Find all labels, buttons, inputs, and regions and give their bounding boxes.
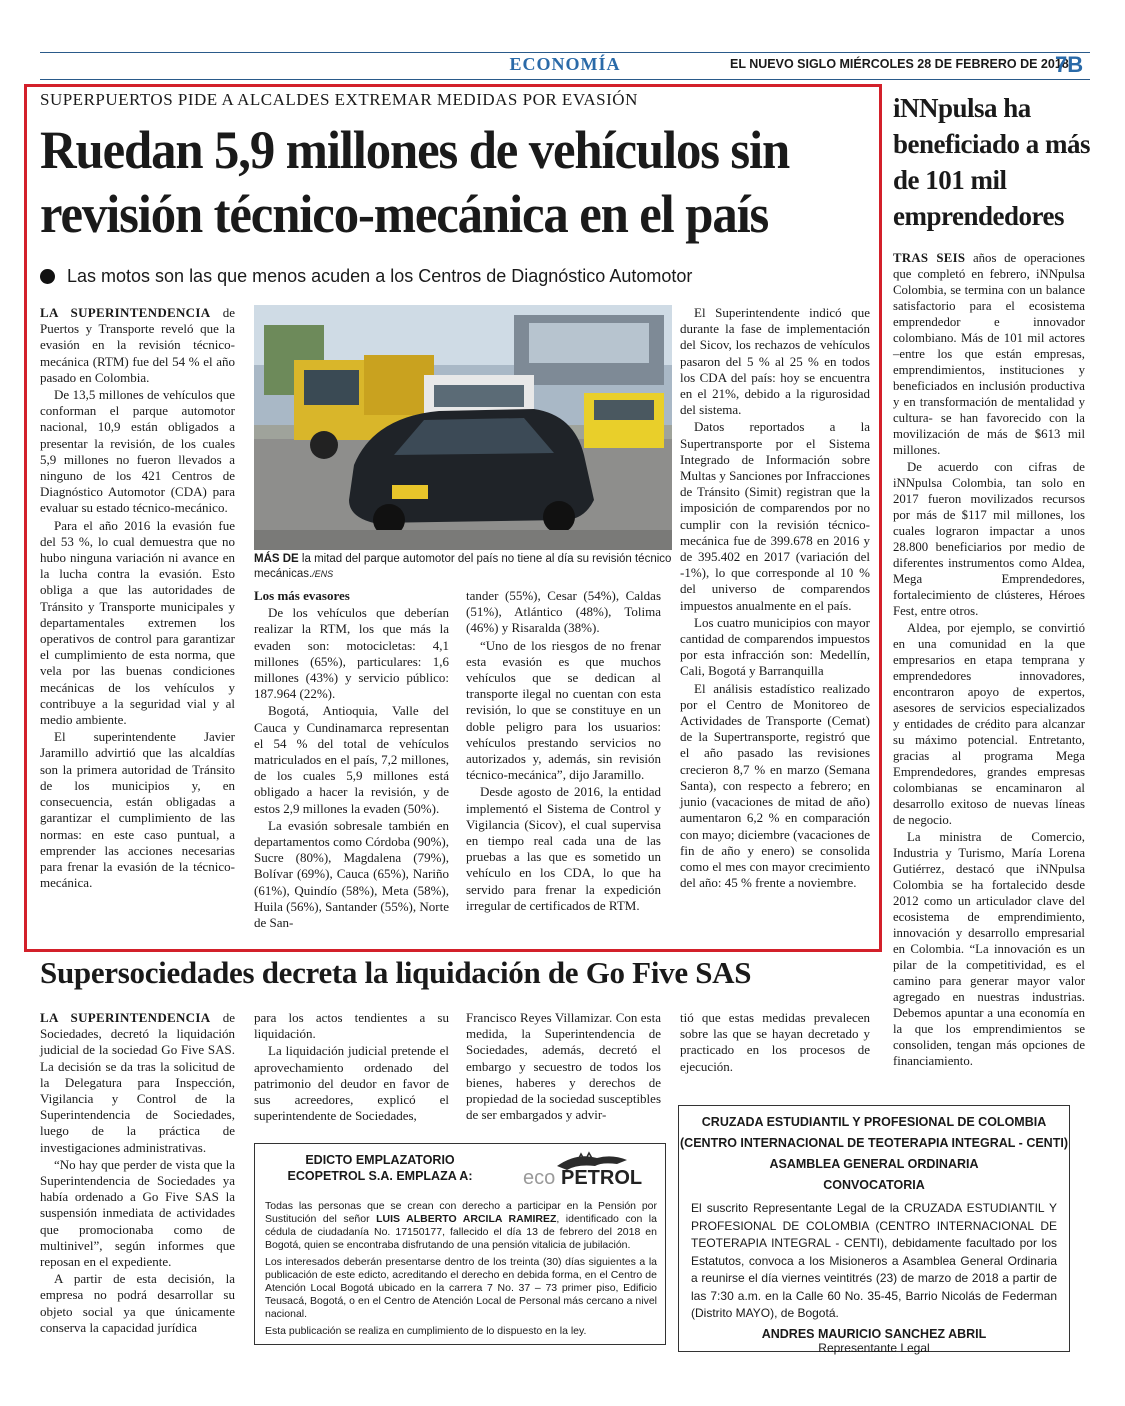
side-article-body xyxy=(893,250,1085,1070)
edicto-body xyxy=(265,1200,657,1342)
bullet-icon xyxy=(40,269,55,284)
main-column-3 xyxy=(466,588,661,915)
paragraph: El análisis estadístico realizado por el Centro de Monitoreo de Actividades de Transporte (Cemat) de la Supertransporte, registró que el año pasado las revisiones crecieron 8,7 % en marzo (Semana Santa), con respecto a febrero; en junio (vacaciones de mitad de año) aumentaron 6,2 % en comparación con mayo; diciembre (vacaciones de fin de año y enero) se consolida como el mes con mayor crecimiento del año: 45 % frente a noviembre. xyxy=(680,680,870,891)
main-column-4 xyxy=(680,305,870,892)
main-column-1 xyxy=(40,305,235,892)
paragraph: tió que estas medidas prevalecen sobre las que se hayan decretado y practicado en los procesos de ejecución. xyxy=(680,1010,870,1074)
paragraph xyxy=(893,250,1085,458)
paragraph: El superintendente Javier Jaramillo advirtió que las alcaldías son la primera autoridad de Tránsito de los municipios y, en consecuencia, están obligadas a garantizar el cumplimiento de las normas: en este caso puntual, a emprender las acciones necesarias para frenar la evasión de la técnico-mecánica. xyxy=(40,729,235,891)
paragraph: El Superintendente indicó que durante la fase de implementación del Sicov, los rechazos de vehículos pasaron del 5 % al 25 % en todos los CDA del país: hoy se encuentra en el 21%, debido a la rigurosidad del sistema. xyxy=(680,305,870,418)
cruzada-notice xyxy=(678,1105,1070,1355)
caption-lead: MÁS DE xyxy=(254,553,299,565)
publication-date: EL NUEVO SIGLO MIÉRCOLES 28 DE FEBRERO DE 2018 xyxy=(730,57,1069,71)
cruzada-body: El suscrito Representante Legal de la CRUZADA ESTUDIANTIL Y PROFESIONAL DE COLOMBIA (CENTRO INTERNACIONAL DE TEOTERAPIA INTEGRAL - CENTI), debidamente facultado por los Estatutos, convoca a los Misioneros a Asamblea General Ordinaria a reunirse el día viernes veintitrés (23) de marzo de 2018 a partir de las 7:30 a.m. en la Calle 60 No. 35-45, Barrio Nicolás de Federman (Distrito MAYO), de Bogotá. xyxy=(691,1201,1057,1320)
paragraph: De 13,5 millones de vehículos que conforman el parque automotor nacional, 10,9 están obligados a presentar la revisión, de los cuales 5,9 millones no fueron llevados a ninguno de los 421 Centros de Diagnóstico Automotor (CDA) para evaluar su estado técnico-mecánico. xyxy=(40,387,235,516)
paragraph: para los actos tendientes a su liquidación. xyxy=(254,1010,449,1042)
page-number: 7B xyxy=(1055,52,1084,77)
runin-text: LA SUPERINTENDENCIA xyxy=(40,305,211,320)
traffic-photo-illustration xyxy=(254,305,672,550)
article-headline xyxy=(40,118,820,246)
logo-text-eco: eco xyxy=(523,1167,556,1188)
person-name: LUIS ALBERTO ARCILA RAMIREZ xyxy=(376,1213,557,1225)
edicto-notice xyxy=(254,1143,666,1345)
section-label: ECONOMÍA xyxy=(509,54,621,74)
section-subtitle: Los más evasores xyxy=(254,588,350,603)
paragraph xyxy=(40,305,235,386)
paragraph: “Uno de los riesgos de no frenar esta evasión es que muchos vehículos que se dedican al transporte ilegal no cuentan con esta revisión, lo que se constituye en un doble peligro para los usuarios: vehículos prestando servicios no autorizados y, además, sin revisión técnico-mecánica”, dijo Jaramillo. xyxy=(466,637,661,783)
main-column-2 xyxy=(254,588,449,932)
caption-text: la mitad del parque automotor del país no tiene al día su revisión técnico mecánicas. xyxy=(254,553,672,580)
paragraph-text: , identificado con la cédula de ciudadanía No. 17150177, fallecido el día 13 de febrero del 2018 en Bogotá, quien se encontraba disfrutando de una pensión vitalicia de jubilación. xyxy=(265,1213,657,1251)
paragraph: Esta publicación se realiza en cumplimiento de lo dispuesto en la ley. xyxy=(265,1325,587,1337)
paragraph-text: años de operaciones que completó en febrero, iNNpulsa Colombia, se termina con un balance satisfactorio para el ecosistema emprendedor e innovador colombiano. Más de 101 mil actores –entre los que están empresas, emprendimientos, instituciones y beneficiados en inclusión productiva y en transformación de mentalidad y cultura- se han favorecido con la movilización de más de $613 mil millones. xyxy=(893,251,1085,457)
paragraph: La evasión sobresale también en departamentos como Córdoba (90%), Sucre (80%), Magdalena (79%), Bolívar (69%), Cauca (65%), Nariño (61%), Quindío (58%), Meta (58%), Huila (56%), Santander (55%), Norte de San- xyxy=(254,817,449,931)
cruzada-title-3: ASAMBLEA GENERAL ORDINARIA xyxy=(769,1157,979,1171)
edicto-title-line-1: EDICTO EMPLAZATORIO xyxy=(305,1153,455,1167)
iguana-icon xyxy=(517,1148,657,1188)
paragraph: La ministra de Comercio, Industria y Turismo, María Lorena Gutiérrez, destacó que iNNpulsa Colombia se ha fortalecido desde 2012 como un articulador clave del ecosistema de emprendimiento, innovación y desarrollo empresarial en Colombia. “La innovación es un pilar de la competitividad, es el camino para generar mayor valor agregado en nuestras industrias. Debemos apuntar a una economía en la que los emprendimientos se consoliden, tengan más opciones de financiamiento. xyxy=(893,830,1085,1068)
gofive-headline: Supersociedades decreta la liquidación de Go Five SAS xyxy=(40,955,752,990)
photo-credit: /ENS xyxy=(312,569,334,579)
paragraph xyxy=(265,1200,657,1252)
paragraph: Los interesados deberán presentarse dentro de los treinta (30) días siguientes a la publicación de este edicto, acreditando el derecho en debida forma, en el Centro de Atención Local Bogotá ubicado en la carrera 7 No. 37 – 73 primer piso, Edificio Teusacá, Bogotá, o en el Centro de Atención Local de Personal más cercano a nivel nacional. xyxy=(265,1256,657,1320)
paragraph: Francisco Reyes Villamizar. Con esta medida, la Superintendencia de Sociedades, además, decretó el embargo y secuestro de todos los bienes, haberes y derechos de propiedad de la sociedad susceptibles de ser embargados y advir- xyxy=(466,1010,661,1123)
paragraph: Datos reportados a la Supertransporte por el Sistema Integrado de Información sobre Multas y Sanciones por Infracciones de Tránsito (Simit) registran que la imposición de comparendos por no cumplir con la revisión técnico-mecánica fue de 399.678 en 2016 y de 395.402 en 2017 (variación del -1%), lo que corresponde al 10 % del universo de comparendos impuestos anualmente en el país. xyxy=(680,419,870,613)
edicto-title xyxy=(255,1152,505,1184)
cruzada-role: Representante Legal xyxy=(818,1340,930,1355)
logo-text-petrol: PETROL xyxy=(561,1167,643,1188)
paragraph: De los vehículos que deberían realizar la RTM, los que más la evaden son: motocicletas: 4,1 millones (65%), particulares: 1,6 millones (43%) y servicio público: 187.964 (22%). xyxy=(254,605,449,702)
headline-line-2: revisión técnico-mecánica en el país xyxy=(40,184,769,244)
paragraph: “No hay que perder de vista que la Superintendencia de Sociedades ya había ordenado a Go Five SAS la suspensión inmediata de actividades que promocionaba como de multinivel”, según informes que reposan en el expediente. xyxy=(40,1156,235,1270)
gofive-column-1 xyxy=(40,1010,235,1337)
cruzada-signer: ANDRES MAURICIO SANCHEZ ABRIL xyxy=(761,1326,987,1341)
article-photo xyxy=(254,305,672,550)
subhead-text: Las motos son las que menos acuden a los Centros de Diagnóstico Automotor xyxy=(67,266,693,286)
gofive-column-3 xyxy=(466,1010,661,1124)
paragraph: Aldea, por ejemplo, se convirtió en una comunidad en la que empresarios en etapa temprana y emprendedores innovadores, encontraron apoyo de expertos, asesores de servicios especializados y entidades de crédito para alcanzar su máximo potencial. Entretanto, gracias al programa Mega Emprendedores, grandes empresas colombianas se encaminaron al desarrollo exitoso de nuevas líneas de negocio. xyxy=(893,621,1085,827)
paragraph-text: Todas las personas que se crean con derecho a participar en la Pensión por Sustitución del señor xyxy=(265,1200,657,1225)
paragraph-text: de Sociedades, decretó la liquidación judicial de la sociedad Go Five SAS. La decisión se da tras la solicitud de la Delegatura para Inspección, Vigilancia y Control de la Superintendencia de Sociedades, luego de la práctica de investigaciones administrativas. xyxy=(40,1010,235,1155)
runin-text: TRAS SEIS xyxy=(893,251,966,265)
paragraph: Para el año 2016 la evasión fue del 53 %, lo cual demuestra que no hubo ninguna variación ni avance en la lucha contra la evasión. Esto obliga a que las autoridades de Tránsito y Transporte municipales y departamentales extremen los operativos de control para garantizar el cumplimiento de esta norma, que vela por las buenas condiciones mecánicas de los vehículos y contribuye a la seguridad vial y al medio ambiente. xyxy=(40,517,235,728)
cruzada-title-4: CONVOCATORIA xyxy=(823,1178,925,1192)
article-subhead xyxy=(40,266,692,287)
photo-caption xyxy=(254,552,672,582)
cruzada-title-1: CRUZADA ESTUDIANTIL Y PROFESIONAL DE COLOMBIA xyxy=(701,1115,1047,1129)
paragraph: Los cuatro municipios con mayor cantidad de comparendos impuestos por esta infracción son: Medellín, Cali, Bogotá y Barranquilla xyxy=(680,614,870,679)
runin-text: LA SUPERINTENDENCIA xyxy=(40,1010,211,1025)
ecopetrol-logo xyxy=(517,1148,657,1188)
edicto-title-line-2: ECOPETROL S.A. EMPLAZA A: xyxy=(287,1169,473,1183)
gofive-column-2 xyxy=(254,1010,449,1125)
side-article-headline: iNNpulsa ha beneficiado a más de 101 mil emprendedores xyxy=(893,93,1090,231)
cruzada-title-2: (CENTRO INTERNACIONAL DE TEOTERAPIA INTEGRAL - CENTI) xyxy=(680,1136,1068,1150)
paragraph: De acuerdo con cifras de iNNpulsa Colombia, tan solo en 2017 fueron movilizados recursos por más de $117 mil millones, los cuales lograron impactar a unos 28.800 beneficiarios por medio de diferentes instrumentos como Aldea, Mega Emprendedores, fortalecimiento de clústeres, Héroes Fest, entre otros. xyxy=(893,460,1085,618)
headline-line-1: Ruedan 5,9 millones de vehículos sin xyxy=(40,120,790,180)
paragraph xyxy=(40,1010,235,1156)
paragraph: Bogotá, Antioquia, Valle del Cauca y Cundinamarca representan el 54 % del total de vehículos matriculados en el país, 7,2 millones, de los cuales 5,9 millones está obligado a hacer la revisión, y de estos 2,9 millones la evaden (50%). xyxy=(254,703,449,816)
paragraph-text: de Puertos y Transporte reveló que la evasión en la revisión técnico-mecánica (RTM) fue del 54 % el año pasado en Colombia. xyxy=(40,305,235,385)
article-kicker: SUPERPUERTOS PIDE A ALCALDES EXTREMAR MEDIDAS POR EVASIÓN xyxy=(40,90,638,109)
paragraph: tander (55%), Cesar (54%), Caldas (51%), Atlántico (48%), Tolima (46%) y Risaralda (38%). xyxy=(466,588,661,636)
gofive-column-4 xyxy=(680,1010,870,1076)
paragraph: Desde agosto de 2016, la entidad implementó el Sistema de Control y Vigilancia (Sicov), el cual supervisa en tiempo real cada una de las pruebas a las que es sometido un vehículo en los CDA, lo que ha servido para frenar la expedición irregular de certificados de RTM. xyxy=(466,784,661,913)
paragraph: A partir de esta decisión, la empresa no podrá desarrollar su objeto social ya que únicamente conserva la capacidad jurídica xyxy=(40,1271,235,1335)
paragraph: La liquidación judicial pretende el aprovechamiento ordenado del patrimonio del deudor en favor de sus acreedores, explicó el superintendente de Sociedades, xyxy=(254,1043,449,1124)
